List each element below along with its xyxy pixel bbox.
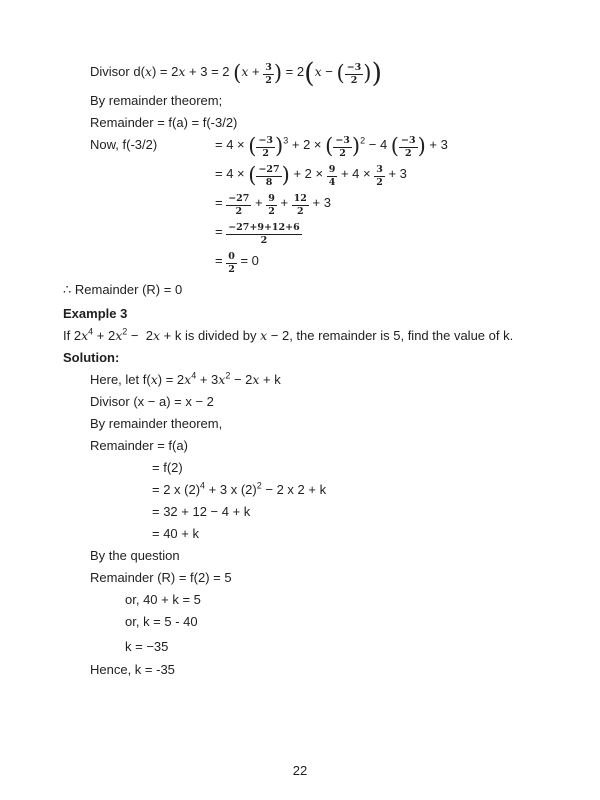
fraction-denominator: 2 bbox=[260, 235, 268, 246]
fraction-numerator: −3 bbox=[258, 135, 274, 147]
text-run: ∴ Remainder (R) = 0 bbox=[63, 282, 183, 297]
text-run: or, 40 + k = 5 bbox=[125, 592, 201, 607]
text-run: − 2 bbox=[230, 372, 253, 387]
now-f-expansion-line bbox=[90, 135, 600, 162]
text-run: = bbox=[215, 253, 227, 268]
fraction-denominator: 2 bbox=[404, 148, 412, 159]
text-run: + 3 bbox=[308, 195, 331, 210]
step-halves-line bbox=[215, 193, 600, 220]
text-run: + bbox=[248, 64, 264, 79]
text-run: = bbox=[215, 195, 227, 210]
superscript: 2 bbox=[256, 480, 262, 491]
fraction-denominator: 2 bbox=[296, 206, 304, 217]
solution-heading bbox=[63, 348, 600, 368]
text-run: = bbox=[215, 224, 227, 239]
remainder-fa-2-line bbox=[90, 436, 600, 456]
math-variable: x bbox=[144, 64, 152, 79]
text-run: k = −35 bbox=[125, 639, 169, 654]
remainder-r5-line bbox=[90, 568, 600, 588]
math-variable: x bbox=[178, 64, 186, 79]
text-run: + 4 × bbox=[337, 166, 375, 181]
math-fraction bbox=[226, 194, 251, 217]
bigger-paren: ( bbox=[304, 58, 315, 89]
math-variable: x bbox=[81, 328, 89, 343]
divisor-dx-line bbox=[90, 58, 600, 89]
text-run: − 2 x 2 + k bbox=[261, 482, 327, 497]
text-run: Remainder (R) = f(2) = 5 bbox=[90, 570, 232, 585]
math-variable: x bbox=[260, 328, 268, 343]
superscript: 4 bbox=[88, 326, 94, 337]
fraction-denominator: 2 bbox=[235, 206, 243, 217]
step-sum-line bbox=[215, 222, 600, 249]
math-variable: x bbox=[314, 64, 322, 79]
big-paren: ( bbox=[233, 61, 242, 85]
text-run: + 3 bbox=[384, 166, 407, 181]
remainder-fa-line bbox=[90, 113, 600, 133]
fraction-numerator: 9 bbox=[328, 164, 336, 176]
text-run: = 32 + 12 − 4 + k bbox=[152, 504, 251, 519]
text-run: By the question bbox=[90, 548, 180, 563]
text-run: Example 3 bbox=[63, 306, 128, 321]
math-fraction bbox=[292, 194, 309, 217]
text-run: − 4 bbox=[365, 137, 391, 152]
eq-32-line bbox=[152, 502, 600, 522]
math-variable: x bbox=[150, 372, 158, 387]
text-run: + 3 = 2 bbox=[185, 64, 234, 79]
big-paren: ) bbox=[351, 134, 361, 158]
fraction-denominator: 2 bbox=[265, 75, 272, 86]
text-run: − bbox=[321, 64, 337, 79]
text-run: By remainder theorem; bbox=[90, 93, 223, 108]
text-run: = 2 x (2) bbox=[152, 482, 201, 497]
math-fraction bbox=[263, 63, 274, 86]
fraction-denominator: 2 bbox=[339, 148, 346, 159]
fraction-numerator: −27+9+12+6 bbox=[228, 222, 300, 234]
superscript: 4 bbox=[200, 480, 206, 491]
text-run: Solution: bbox=[63, 350, 120, 365]
fraction-denominator: 2 bbox=[228, 264, 235, 275]
by-remainder-theorem-2 bbox=[90, 414, 600, 434]
eq-expand-line bbox=[152, 480, 600, 500]
therefore-remainder-line bbox=[63, 280, 600, 300]
math-variable: x bbox=[218, 372, 226, 387]
text-run: = f(2) bbox=[152, 460, 183, 475]
text-run: + 3 bbox=[425, 137, 448, 152]
text-run: = 2 bbox=[282, 64, 305, 79]
text-run: = 4 × bbox=[215, 166, 249, 181]
fraction-denominator: 2 bbox=[262, 148, 270, 159]
fraction-numerator: −3 bbox=[401, 135, 416, 147]
text-run: Hence, k = -35 bbox=[90, 662, 175, 677]
text-run: + 2 bbox=[93, 328, 116, 343]
by-remainder-theorem-1 bbox=[90, 91, 600, 111]
fraction-denominator: 2 bbox=[350, 75, 358, 86]
math-variable: x bbox=[184, 372, 192, 387]
superscript: 2 bbox=[360, 135, 366, 146]
math-fraction bbox=[327, 165, 338, 188]
math-fraction bbox=[256, 165, 281, 188]
math-fraction bbox=[226, 223, 302, 246]
fraction-denominator: 2 bbox=[268, 206, 275, 217]
text-run: ) = 2 bbox=[157, 372, 185, 387]
fraction-numerator: 3 bbox=[376, 164, 383, 176]
superscript: 2 bbox=[225, 370, 231, 381]
math-fraction bbox=[345, 63, 364, 86]
fraction-numerator: 9 bbox=[268, 193, 275, 205]
fraction-denominator: 8 bbox=[265, 177, 273, 188]
text-run: Divisor d( bbox=[90, 64, 145, 79]
fraction-denominator: 2 bbox=[376, 177, 383, 188]
superscript: 2 bbox=[122, 326, 128, 337]
big-paren: ) bbox=[363, 61, 372, 85]
text-run: + 2 × bbox=[288, 137, 326, 152]
math-fraction bbox=[256, 136, 275, 159]
math-variable: x bbox=[252, 372, 260, 387]
let-fx-line bbox=[90, 370, 600, 390]
math-variable: x bbox=[115, 328, 123, 343]
text-run: Remainder = f(a) bbox=[90, 438, 188, 453]
text-run: − 2 bbox=[127, 328, 153, 343]
step-zero-line bbox=[215, 251, 600, 278]
text-run: If 2 bbox=[63, 328, 82, 343]
math-fraction bbox=[399, 136, 418, 159]
step-cubes-line bbox=[215, 164, 600, 191]
text-run: ) = 2 bbox=[151, 64, 179, 79]
big-paren: ) bbox=[417, 134, 426, 158]
fraction-numerator: 12 bbox=[293, 193, 307, 205]
math-fraction bbox=[266, 194, 277, 217]
eq-40k-line bbox=[152, 524, 600, 544]
big-paren: ( bbox=[248, 134, 257, 158]
example-3-question bbox=[63, 326, 600, 346]
text-run: + 2 × bbox=[289, 166, 327, 181]
text-run: Remainder = f(a) = f(-3/2) bbox=[90, 115, 238, 130]
text-run: or, k = 5 - 40 bbox=[125, 614, 198, 629]
fraction-numerator: 3 bbox=[265, 62, 272, 74]
superscript: 3 bbox=[283, 135, 289, 146]
or-40k5-line bbox=[125, 590, 600, 610]
eq-f2-line bbox=[152, 458, 600, 478]
text-run: + k is divided by bbox=[160, 328, 261, 343]
superscript: 4 bbox=[191, 370, 197, 381]
text-run: Divisor (x − a) = x − 2 bbox=[90, 394, 214, 409]
page-number: 22 bbox=[292, 763, 308, 778]
math-variable: x bbox=[241, 64, 249, 79]
fraction-numerator: 0 bbox=[228, 251, 235, 263]
text-run: + bbox=[276, 195, 292, 210]
math-variable: x bbox=[152, 328, 161, 343]
divisor-xa-line bbox=[90, 392, 600, 412]
big-paren: ( bbox=[325, 134, 334, 158]
k-neg35-line bbox=[125, 637, 600, 657]
big-paren: ) bbox=[275, 134, 284, 158]
fraction-numerator: −27 bbox=[258, 164, 280, 176]
big-paren: ) bbox=[281, 163, 290, 187]
text-run: By remainder theorem, bbox=[90, 416, 223, 431]
text-run: = 0 bbox=[236, 253, 259, 268]
fraction-numerator: −3 bbox=[335, 135, 350, 147]
text-run: + 3 x (2) bbox=[205, 482, 257, 497]
line-label: Now, f(-3/2) bbox=[90, 137, 158, 152]
by-the-question-line bbox=[90, 546, 600, 566]
text-run: + 3 bbox=[196, 372, 219, 387]
big-paren: ( bbox=[336, 61, 345, 85]
fraction-numerator: −3 bbox=[346, 62, 362, 74]
example-3-heading bbox=[63, 304, 600, 324]
text-run: − 2, the remainder is 5, find the value of k. bbox=[267, 328, 514, 343]
text-run: = 4 × bbox=[215, 137, 249, 152]
text-run: Here, let f( bbox=[90, 372, 151, 387]
big-paren: ) bbox=[273, 61, 283, 85]
math-fraction bbox=[333, 136, 352, 159]
math-fraction bbox=[374, 165, 385, 188]
text-run: + k bbox=[259, 372, 281, 387]
fraction-denominator: 4 bbox=[328, 177, 336, 188]
bigger-paren: ) bbox=[371, 58, 383, 89]
math-fraction bbox=[226, 252, 237, 275]
text-run: + bbox=[251, 195, 267, 210]
big-paren: ( bbox=[248, 163, 257, 187]
text-run: = 40 + k bbox=[152, 526, 199, 541]
or-k540-line bbox=[125, 612, 600, 632]
big-paren: ( bbox=[390, 134, 399, 158]
hence-k-line bbox=[90, 660, 600, 680]
fraction-numerator: −27 bbox=[228, 193, 250, 205]
